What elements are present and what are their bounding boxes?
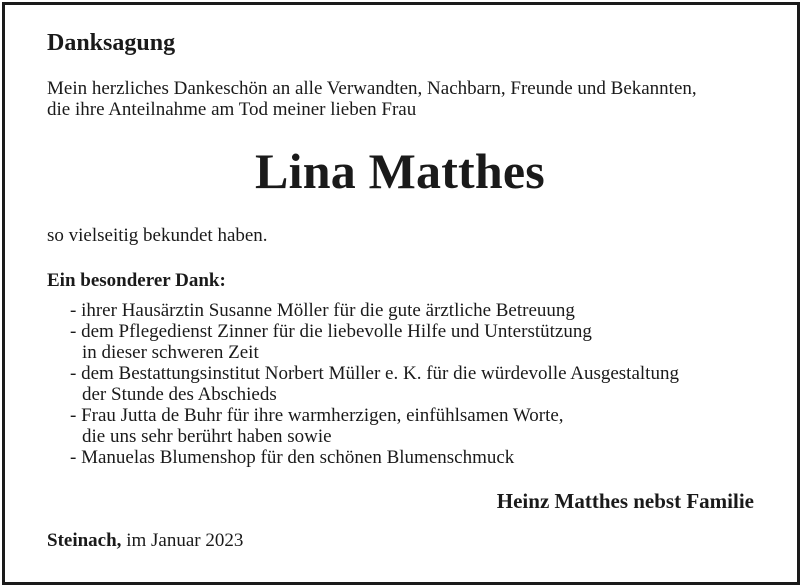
intro-line-1: Mein herzliches Dankeschön an alle Verwandten, Nachbarn, Freunde und Bekannten, [47,78,697,99]
place: Steinach, [47,530,122,551]
date: im Januar 2023 [126,530,244,551]
thanks-item-care-service [70,321,679,363]
thanks-item-continuation: die uns sehr berührt haben sowie [82,426,332,447]
special-thanks-title: Ein besonderer Dank: [47,270,226,291]
intro-line-2: die ihre Anteilnahme am Tod meiner lieben Frau [47,99,417,120]
signature: Heinz Matthes nebst Familie [496,489,754,513]
thanks-item-line: - Frau Jutta de Buhr für ihre warmherzigen, einfühlsamen Worte, [70,405,564,426]
notice-heading: Danksagung [47,30,176,56]
thanks-item-line: - dem Bestattungsinstitut Norbert Müller e. K. für die würdevolle Ausgestaltung [70,363,679,384]
thanks-item-continuation: in dieser schweren Zeit [82,342,259,363]
thanks-item-line: - Manuelas Blumenshop für den schönen Blumenschmuck [70,447,515,468]
closing-line: so vielseitig bekundet haben. [47,225,268,246]
place-date [47,530,243,552]
thanks-item-line: - ihrer Hausärztin Susanne Möller für die gute ärztliche Betreuung [70,300,575,321]
thanks-item-speaker [70,405,679,447]
intro-text [47,78,697,120]
special-thanks-list [70,300,679,468]
thanks-item-doctor [70,300,679,321]
thanks-item-line: - dem Pflegedienst Zinner für die liebevolle Hilfe und Unterstützung [70,321,592,342]
deceased-name: Lina Matthes [255,143,545,199]
thanks-item-funeral-home [70,363,679,405]
thanks-item-continuation: der Stunde des Abschieds [82,384,277,405]
thanks-item-florist [70,447,679,468]
